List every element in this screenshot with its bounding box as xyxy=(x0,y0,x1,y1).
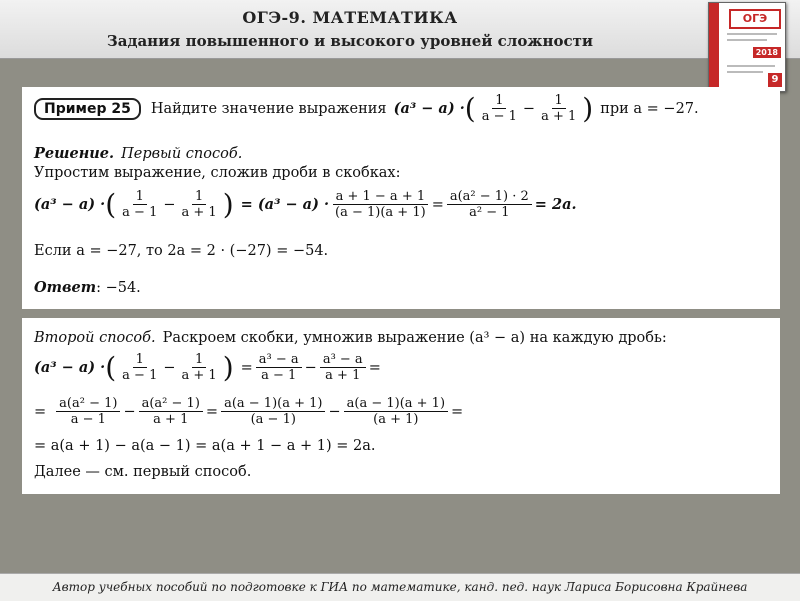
task-text: Найдите значение выражения xyxy=(150,100,387,117)
fraction: $\frac{\text{a(a² − 1) · 2}}{\text{a² − 1}}$ xyxy=(447,189,532,220)
fraction: $\frac{\text{a(a² − 1)}}{a + 1}$ xyxy=(139,396,203,427)
fraction: $\frac{1}{a + 1}$ xyxy=(181,352,217,383)
simplify-line: Упростим выражение, сложив дроби в скобках: xyxy=(34,165,401,181)
further-line: Далее — см. первый способ. xyxy=(34,464,252,480)
expansion-line-1: (a³ − a) · ( $\frac{1}{a - 1}$ − $\frac{1}{a + 1}$ ) = $\frac{\text{a³ − a}}{a - 1}$ − $\frac{\text{a³ − a}}{a + 1}$ = xyxy=(34,350,381,384)
answer-line xyxy=(34,279,141,296)
page-title: ОГЭ-9. МАТЕМАТИКА xyxy=(242,8,458,27)
solution-method: Первый способ. xyxy=(121,145,243,162)
expansion-line-2: = $\frac{\text{a(a² − 1)}}{a - 1}$ − $\frac{\text{a(a² − 1)}}{a + 1}$ = $\frac{a(a - 1)(a + 1)}{(a - 1)}$ − $\frac{a(a - 1)(a + 1)}{(a + 1)}$ = xyxy=(34,396,464,427)
task-line: Пример 25 Найдите значение выражения (a³ − a) · ( $\frac{1}{a - 1}$ − $\frac{1}{a + 1}$ ) при a = −27. xyxy=(34,93,699,124)
answer-label: Ответ xyxy=(34,279,97,296)
cover-band xyxy=(709,3,719,91)
equation-line: (a³ − a) · ( $\frac{1}{a - 1}$ − $\frac{1}{a + 1}$ ) = (a³ − a) · $\frac{a + 1 - a + 1}{(a - 1)(a + 1)}$ = $\frac{\text{a(a² − 1) · 2}}{\text{a² − 1}}$ = 2a. xyxy=(34,187,577,221)
page-subtitle: Задания повышенного и высокого уровней сложности xyxy=(106,32,594,50)
fraction: $\frac{\text{a³ − a}}{a + 1}$ xyxy=(320,352,366,383)
cover-logo: ОГЭ xyxy=(729,9,781,29)
header-bar xyxy=(0,0,800,59)
fraction: $\frac{a(a - 1)(a + 1)}{(a + 1)}$ xyxy=(344,396,448,427)
cover-number: 9 xyxy=(768,73,782,87)
fraction: $\frac{a(a - 1)(a + 1)}{(a - 1)}$ xyxy=(221,396,325,427)
answer-value: : −54. xyxy=(96,279,141,296)
task-tail: при a = −27. xyxy=(600,100,699,117)
solution-label: Решение. xyxy=(34,145,115,162)
footer-author: Автор учебных пособий по подготовке к ГИА по математике, канд. пед. наук Лариса Борисовна Крайнева xyxy=(0,573,800,601)
book-cover-image xyxy=(708,2,786,92)
task-expr-head: (a³ − a) · xyxy=(393,100,465,117)
fraction: $\frac{1}{a - 1}$ xyxy=(122,189,158,220)
fraction: $\frac{\text{a³ − a}}{a - 1}$ xyxy=(256,352,302,383)
cover-year: 2018 xyxy=(753,47,781,58)
method-label: Второй способ. xyxy=(34,330,156,346)
solution-heading xyxy=(34,145,242,162)
fraction: $\frac{1}{a + 1}$ xyxy=(181,189,217,220)
expansion-line-3: = a(a + 1) − a(a − 1) = a(a + 1 − a + 1) = 2a. xyxy=(34,438,376,454)
fraction: $\frac{1}{a - 1}$ xyxy=(122,352,158,383)
fraction: $\frac{1}{a - 1}$ xyxy=(481,93,517,124)
method-text: Раскроем скобки, умножив выражение (a³ − a) на каждую дробь: xyxy=(162,330,667,346)
example-panel xyxy=(22,87,780,309)
substitution-line: Если a = −27, то 2a = 2 · (−27) = −54. xyxy=(34,243,329,259)
fraction: $\frac{a + 1 - a + 1}{(a - 1)(a + 1)}$ xyxy=(332,189,429,220)
example-badge: Пример 25 xyxy=(34,98,141,120)
second-method-panel xyxy=(22,318,780,494)
fraction: $\frac{\text{a(a² − 1)}}{a - 1}$ xyxy=(56,396,120,427)
fraction: $\frac{1}{a + 1}$ xyxy=(541,93,577,124)
method-line xyxy=(34,330,667,346)
